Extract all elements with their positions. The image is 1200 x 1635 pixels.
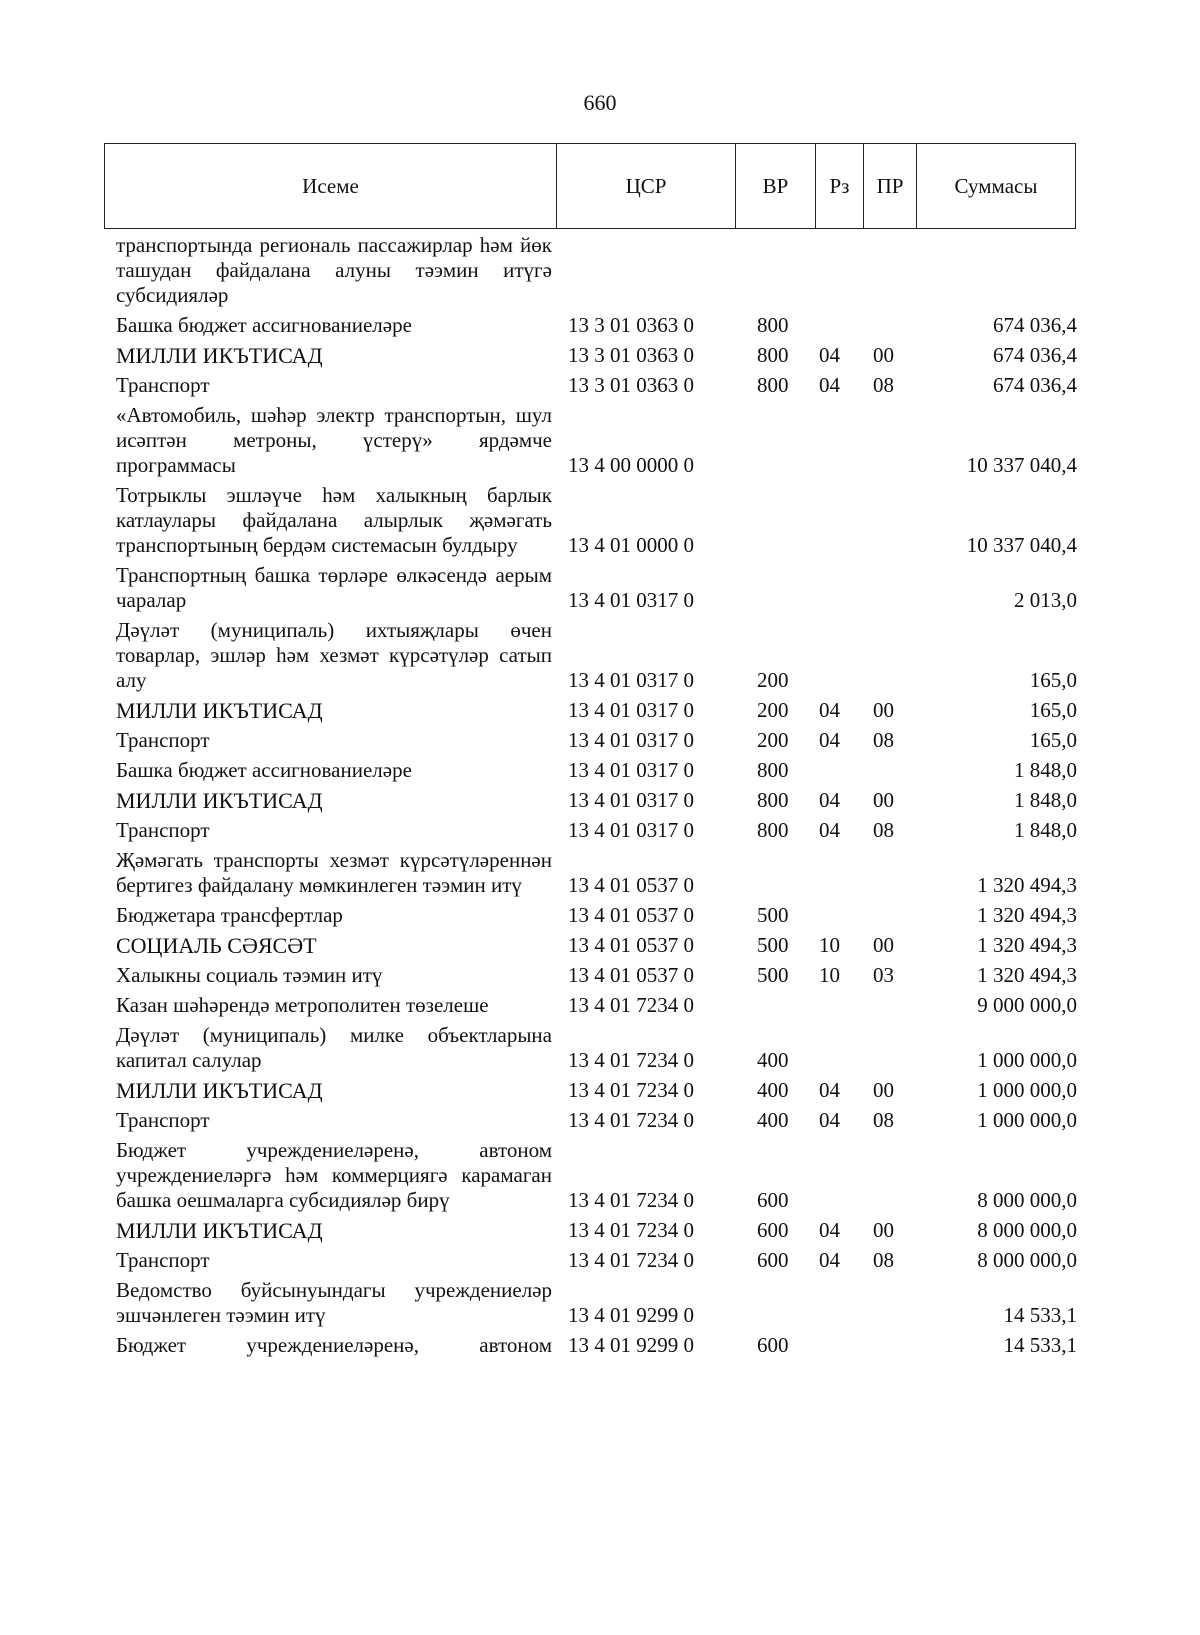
cell-vr: 200 xyxy=(757,668,789,692)
cell-pr: 08 xyxy=(873,1108,894,1132)
cell-vr: 600 xyxy=(757,1188,789,1212)
cell-sum: 674 036,4 xyxy=(993,343,1077,367)
cell-sum: 14 533,1 xyxy=(1003,1303,1077,1327)
cell-sum: 10 337 040,4 xyxy=(966,453,1077,477)
cell-name: Бюджетара трансфертлар xyxy=(116,903,343,927)
table-row xyxy=(116,230,1100,310)
header-name: Исеме xyxy=(105,144,557,228)
cell-csr: 13 3 01 0363 0 xyxy=(568,343,694,367)
cell-csr: 13 4 01 0537 0 xyxy=(568,873,694,897)
cell-vr: 400 xyxy=(757,1078,789,1102)
cell-vr: 800 xyxy=(757,788,789,812)
table-row xyxy=(116,1135,1100,1215)
cell-sum: 9 000 000,0 xyxy=(977,993,1077,1017)
cell-sum: 14 533,1 xyxy=(1003,1333,1077,1357)
cell-vr: 600 xyxy=(757,1218,789,1242)
cell-csr: 13 4 00 0000 0 xyxy=(568,453,694,477)
cell-vr: 200 xyxy=(757,728,789,752)
cell-rz: 04 xyxy=(819,728,840,752)
cell-vr: 800 xyxy=(757,313,789,337)
cell-pr: 00 xyxy=(873,933,894,957)
cell-name: Бюджет учреждениеләренә, автоном учреждениеләргә һәм коммерциягә карамаган башка оешмаларга субсидияләр бирү xyxy=(116,1138,552,1212)
cell-name: Транспортның башка төрләре өлкәсендә аерым чаралар xyxy=(116,563,552,612)
cell-name: Транспорт xyxy=(116,818,210,842)
table-row xyxy=(116,900,1100,930)
cell-sum: 1 848,0 xyxy=(1014,758,1077,782)
cell-vr: 400 xyxy=(757,1048,789,1072)
cell-rz: 04 xyxy=(819,1248,840,1272)
table-row xyxy=(116,1275,1100,1330)
cell-name: МИЛЛИ ИКЪТИСАД xyxy=(116,343,323,368)
cell-name: Башка бюджет ассигнованиеләре xyxy=(116,313,412,337)
cell-vr: 200 xyxy=(757,698,789,722)
cell-vr: 800 xyxy=(757,373,789,397)
cell-name: МИЛЛИ ИКЪТИСАД xyxy=(116,1218,323,1243)
cell-sum: 8 000 000,0 xyxy=(977,1218,1077,1242)
cell-csr: 13 4 01 0317 0 xyxy=(568,588,694,612)
table-row xyxy=(116,845,1100,900)
cell-name: Транспорт xyxy=(116,1108,210,1132)
cell-csr: 13 4 01 0317 0 xyxy=(568,818,694,842)
cell-sum: 165,0 xyxy=(1029,698,1077,722)
table-row xyxy=(116,400,1100,480)
cell-name: Халыкны социаль тәэмин итү xyxy=(116,963,383,987)
cell-sum: 10 337 040,4 xyxy=(966,533,1077,557)
table-row xyxy=(116,785,1100,815)
cell-pr: 08 xyxy=(873,373,894,397)
table-row xyxy=(116,930,1100,960)
table-row xyxy=(116,370,1100,400)
cell-csr: 13 4 01 7234 0 xyxy=(568,1108,694,1132)
cell-csr: 13 4 01 0537 0 xyxy=(568,903,694,927)
cell-sum: 1 320 494,3 xyxy=(977,933,1077,957)
table-row xyxy=(116,560,1100,615)
cell-vr: 600 xyxy=(757,1333,789,1357)
cell-sum: 165,0 xyxy=(1029,668,1077,692)
table-row xyxy=(116,725,1100,755)
cell-csr: 13 4 01 7234 0 xyxy=(568,1188,694,1212)
cell-name: Транспорт xyxy=(116,728,210,752)
table-row xyxy=(116,1020,1100,1075)
cell-name: МИЛЛИ ИКЪТИСАД xyxy=(116,788,323,813)
cell-pr: 03 xyxy=(873,963,894,987)
cell-vr: 600 xyxy=(757,1248,789,1272)
cell-sum: 8 000 000,0 xyxy=(977,1248,1077,1272)
cell-pr: 00 xyxy=(873,1078,894,1102)
header-vr: ВР xyxy=(736,144,816,228)
cell-sum: 1 000 000,0 xyxy=(977,1078,1077,1102)
cell-vr: 500 xyxy=(757,903,789,927)
cell-rz: 04 xyxy=(819,698,840,722)
cell-name: Дәүләт (муниципаль) ихтыяҗлары өчен товарлар, эшләр һәм хезмәт күрсәтүләр сатып алу xyxy=(116,618,552,692)
cell-sum: 1 848,0 xyxy=(1014,818,1077,842)
cell-name: Җәмәгать транспорты хезмәт күрсәтүләреннән бертигез файдалану мөмкинлеген тәэмин итү xyxy=(116,848,552,897)
cell-sum: 1 000 000,0 xyxy=(977,1108,1077,1132)
cell-rz: 04 xyxy=(819,788,840,812)
cell-vr: 800 xyxy=(757,758,789,782)
cell-pr: 08 xyxy=(873,1248,894,1272)
cell-sum: 1 000 000,0 xyxy=(977,1048,1077,1072)
table-header xyxy=(104,143,1076,229)
table-row xyxy=(116,960,1100,990)
cell-csr: 13 4 01 9299 0 xyxy=(568,1303,694,1327)
header-csr: ЦСР xyxy=(557,144,736,228)
cell-pr: 08 xyxy=(873,818,894,842)
cell-pr: 00 xyxy=(873,698,894,722)
table-row xyxy=(116,310,1100,340)
cell-pr: 00 xyxy=(873,343,894,367)
cell-csr: 13 4 01 0317 0 xyxy=(568,788,694,812)
table-row xyxy=(116,755,1100,785)
cell-rz: 04 xyxy=(819,373,840,397)
table-row xyxy=(116,1215,1100,1245)
cell-csr: 13 4 01 7234 0 xyxy=(568,1248,694,1272)
cell-sum: 2 013,0 xyxy=(1014,588,1077,612)
cell-name: Дәүләт (муниципаль) милке объектларына капитал салулар xyxy=(116,1023,552,1072)
cell-csr: 13 4 01 0000 0 xyxy=(568,533,694,557)
cell-name: «Автомобиль, шәһәр электр транспортын, шул исәптән метроны, үстерү» ярдәмче программасы xyxy=(116,403,552,477)
page-number: 660 xyxy=(583,90,617,115)
cell-sum: 674 036,4 xyxy=(993,313,1077,337)
cell-vr: 500 xyxy=(757,963,789,987)
cell-csr: 13 4 01 0317 0 xyxy=(568,668,694,692)
table-row xyxy=(116,1330,1100,1360)
cell-csr: 13 4 01 0317 0 xyxy=(568,758,694,782)
cell-sum: 165,0 xyxy=(1029,728,1077,752)
table-row xyxy=(116,615,1100,695)
cell-pr: 08 xyxy=(873,728,894,752)
table-row xyxy=(116,1245,1100,1275)
table-row xyxy=(116,1105,1100,1135)
cell-vr: 500 xyxy=(757,933,789,957)
cell-name: МИЛЛИ ИКЪТИСАД xyxy=(116,1078,323,1103)
cell-csr: 13 4 01 7234 0 xyxy=(568,993,694,1017)
cell-vr: 800 xyxy=(757,343,789,367)
cell-vr: 800 xyxy=(757,818,789,842)
cell-vr: 400 xyxy=(757,1108,789,1132)
cell-rz: 04 xyxy=(819,818,840,842)
cell-name: Казан шәһәрендә метрополитен төзелеше xyxy=(116,993,489,1017)
header-rz: Рз xyxy=(816,144,864,228)
cell-name: Транспорт xyxy=(116,1248,210,1272)
cell-csr: 13 4 01 9299 0 xyxy=(568,1333,694,1357)
cell-name: Тотрыклы эшләүче һәм халыкның барлык катлаулары файдалана алырлык җәмәгать транспортының бердәм системасын булдыру xyxy=(116,483,552,557)
cell-rz: 04 xyxy=(819,1218,840,1242)
cell-csr: 13 3 01 0363 0 xyxy=(568,313,694,337)
cell-csr: 13 4 01 0537 0 xyxy=(568,933,694,957)
table-row xyxy=(116,815,1100,845)
cell-sum: 1 320 494,3 xyxy=(977,963,1077,987)
cell-name: Ведомство буйсынуындагы учреждениеләр эшчәнлеген тәэмин итү xyxy=(116,1278,552,1327)
table-body xyxy=(116,230,1100,1360)
cell-rz: 04 xyxy=(819,1108,840,1132)
header-sum: Суммасы xyxy=(954,173,1038,198)
cell-csr: 13 4 01 0537 0 xyxy=(568,963,694,987)
cell-csr: 13 4 01 0317 0 xyxy=(568,698,694,722)
cell-csr: 13 4 01 7234 0 xyxy=(568,1078,694,1102)
table-row xyxy=(116,695,1100,725)
cell-csr: 13 4 01 7234 0 xyxy=(568,1218,694,1242)
cell-name: Башка бюджет ассигнованиеләре xyxy=(116,758,412,782)
cell-sum: 1 320 494,3 xyxy=(977,903,1077,927)
cell-csr: 13 3 01 0363 0 xyxy=(568,373,694,397)
cell-rz: 10 xyxy=(819,933,840,957)
cell-name: СОЦИАЛЬ СӘЯСӘТ xyxy=(116,933,317,958)
table-row xyxy=(116,480,1100,560)
table-row xyxy=(116,1075,1100,1105)
cell-sum: 1 320 494,3 xyxy=(977,873,1077,897)
cell-name: Транспорт xyxy=(116,373,210,397)
cell-rz: 04 xyxy=(819,343,840,367)
cell-sum: 8 000 000,0 xyxy=(977,1188,1077,1212)
cell-rz: 04 xyxy=(819,1078,840,1102)
cell-name: транспортында региональ пассажирлар һәм йөк ташудан файдалана алуны тәэмин итүгә субсидияләр xyxy=(116,233,552,307)
cell-csr: 13 4 01 0317 0 xyxy=(568,728,694,752)
cell-rz: 10 xyxy=(819,963,840,987)
cell-pr: 00 xyxy=(873,788,894,812)
table-row xyxy=(116,340,1100,370)
cell-sum: 1 848,0 xyxy=(1014,788,1077,812)
cell-csr: 13 4 01 7234 0 xyxy=(568,1048,694,1072)
cell-sum: 674 036,4 xyxy=(993,373,1077,397)
cell-name: Бюджет учреждениеләренә, автоном xyxy=(116,1333,552,1357)
table-row xyxy=(116,990,1100,1020)
header-pr: ПР xyxy=(864,144,917,228)
cell-pr: 00 xyxy=(873,1218,894,1242)
cell-name: МИЛЛИ ИКЪТИСАД xyxy=(116,698,323,723)
